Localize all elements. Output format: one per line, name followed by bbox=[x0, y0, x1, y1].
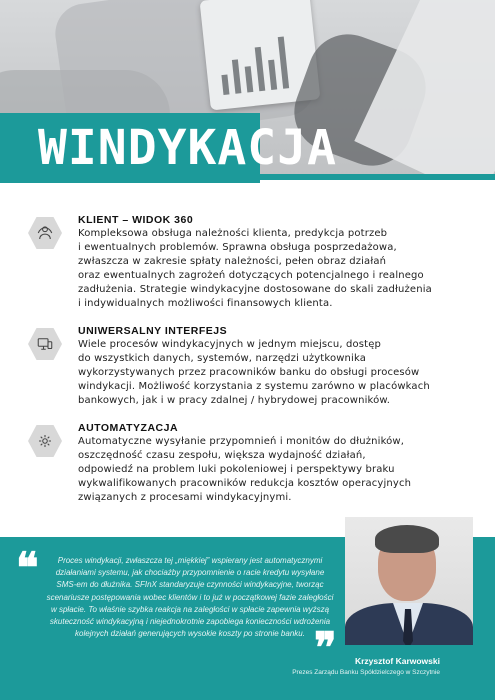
quote-line: SMS-em do dłużnika. SFInX standaryzuje czynności windykacyjne, tworząc bbox=[56, 580, 324, 590]
body-line: zwłaszcza w zakresie spłaty należności, pełen obraz działań bbox=[78, 256, 387, 267]
body-line: zadłużenia. Strategie windykacyjne dostosowane do skali zadłużenia bbox=[78, 284, 432, 295]
customer-view-icon bbox=[28, 216, 62, 250]
body-line: Kompleksowa obsługa należności klienta, predykcja potrzeb bbox=[78, 228, 388, 239]
body-line: Automatyczne wysyłanie przypomnień i monitów do dłużników, bbox=[78, 436, 405, 447]
author-role: Prezes Zarządu Banku Spółdzielczego w Szczytnie bbox=[292, 669, 440, 676]
body-line: wykorzystywanych przez pracowników banku do obsługi procesów bbox=[78, 367, 420, 378]
body-line: Wiele procesów windykacyjnych w jednym miejscu, dostęp bbox=[78, 339, 382, 350]
body-line: odpowiedź na problem luki pokoleniowej i perspektywy braku bbox=[78, 464, 395, 475]
section-title: KLIENT – WIDOK 360 bbox=[78, 214, 194, 226]
body-line: oraz ewentualnych zagrożeń dotyczących potencjalnego i realnego bbox=[78, 270, 424, 281]
quote-line: Proces windykacji, zwłaszcza tej „miękkiej” wspierany jest automatycznymi bbox=[57, 556, 323, 565]
section-body bbox=[78, 227, 478, 311]
page-title: WINDYKACJA bbox=[38, 120, 337, 176]
open-quote-icon: ❝ bbox=[16, 543, 39, 592]
section-content bbox=[78, 214, 478, 311]
section-content bbox=[78, 325, 478, 408]
body-line: związanych z procesami windykacyjnymi. bbox=[78, 492, 292, 503]
section-title: AUTOMATYZACJA bbox=[78, 422, 179, 434]
author-name: Krzysztof Karwowski bbox=[354, 656, 440, 666]
devices-icon bbox=[28, 327, 62, 361]
quote-line: kolejnych działań generujących wysokie koszty po stronie banku. bbox=[75, 629, 305, 639]
quote-line: działaniami systemu, jak chociażby przypomnienie o racie kredytu wysyłane bbox=[55, 568, 325, 578]
section-content bbox=[78, 422, 478, 505]
quote-author bbox=[200, 656, 440, 676]
quote-line: skuteczność windykacyjną i niejednokrotnie zapobiega konieczności wdrożenia bbox=[49, 617, 331, 627]
body-line: oszczędność czasu zespołu, większa wydajność działań, bbox=[78, 450, 366, 461]
body-line: windykacji. Możliwość korzystania z systemu zarówno w placówkach bbox=[78, 381, 430, 392]
close-quote-icon: ❞ bbox=[314, 623, 337, 672]
body-line: i indywidualnych możliwości finansowych klienta. bbox=[78, 298, 333, 309]
body-line: do wszystkich danych, systemów, narzędzi użytkownika bbox=[78, 353, 366, 364]
quote-line: scenariusze postępowania wobec klientów i to już w początkowej fazie zaległości bbox=[46, 592, 334, 602]
author-photo bbox=[345, 517, 473, 645]
body-line: wykwalifikowanych pracowników redukcja kosztów operacyjnych bbox=[78, 478, 412, 489]
section-body bbox=[78, 338, 478, 408]
section-title: UNIWERSALNY INTERFEJS bbox=[78, 325, 228, 337]
body-line: i ewentualnych problemów. Sprawna obsługa posprzedażowa, bbox=[78, 242, 397, 253]
section-body bbox=[78, 435, 478, 505]
body-line: bankowych, jak i w pracy zdalnej / hybrydowej pracowników. bbox=[78, 395, 391, 406]
testimonial-quote bbox=[40, 555, 340, 640]
quote-line: w spłacie. To właśnie szybka reakcja na zaległości w spłacie zapewnia wyższą bbox=[50, 604, 330, 614]
automation-gear-icon bbox=[28, 424, 62, 458]
